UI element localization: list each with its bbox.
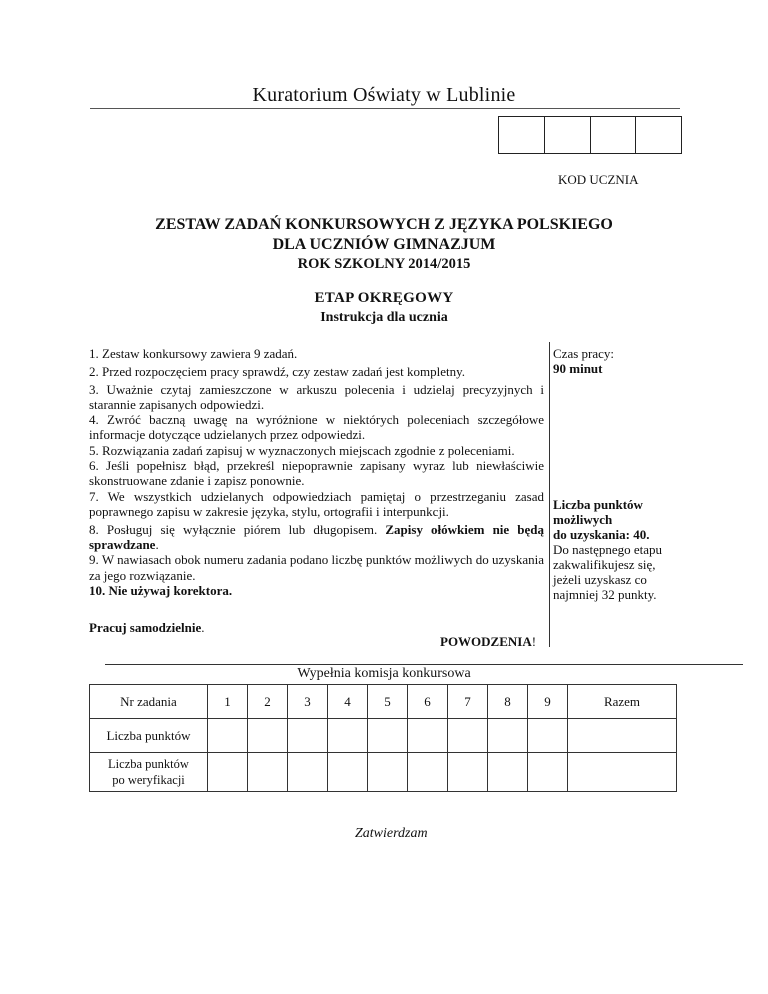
stage-title: ETAP OKRĘGOWY (314, 290, 454, 306)
points-note-4: najmniej 32 punkty. (553, 587, 657, 602)
work-alone-text: Pracuj samodzielnie (89, 620, 202, 635)
good-luck-mark: ! (531, 634, 537, 649)
instruction-item: 2. Przed rozpoczęciem pracy sprawdź, czy zestaw zadań jest kompletny. (89, 363, 465, 379)
approval-label: Zatwierdzam (355, 826, 428, 841)
document-title-line2: DLA UCZNIÓW GIMNAZJUM (272, 236, 496, 253)
verified-score-cell[interactable] (528, 753, 568, 792)
instructions-list (89, 346, 544, 601)
instructions-heading: Instrukcja dla ucznia (320, 310, 448, 325)
good-luck-text: POWODZENIA (440, 634, 532, 649)
student-code-boxes (498, 116, 682, 154)
total-header: Razem (568, 685, 677, 719)
task-number: 3 (288, 685, 328, 719)
verified-score-cell[interactable] (448, 753, 488, 792)
code-box[interactable] (545, 117, 591, 153)
student-code-label: KOD UCZNIA (558, 172, 639, 187)
school-year: ROK SZKOLNY 2014/2015 (297, 256, 471, 272)
institution-title: Kuratorium Oświaty w Lublinie (252, 84, 516, 106)
points-total: do uzyskania: 40. (553, 527, 650, 542)
work-alone-note (89, 620, 205, 636)
header-divider (90, 108, 680, 109)
instruction-item: 4. Zwróć baczną uwagę na wyróżnione w niektórych poleceniach szczegółowe informacje dotyczące udzielanych przez odpowiedzi. (89, 412, 544, 443)
score-table (89, 684, 677, 792)
verified-label-line1: Liczba punktów (108, 757, 189, 771)
time-label: Czas pracy: (553, 346, 615, 361)
time-value: 90 minut (553, 361, 603, 376)
score-cell[interactable] (328, 719, 368, 753)
score-cell[interactable] (288, 719, 328, 753)
commission-divider (105, 664, 743, 665)
score-cell[interactable] (528, 719, 568, 753)
code-box[interactable] (636, 117, 681, 153)
verified-score-cell[interactable] (248, 753, 288, 792)
score-cell[interactable] (408, 719, 448, 753)
instruction-8-end: . (155, 537, 159, 553)
task-number: 2 (248, 685, 288, 719)
work-alone-dot: . (201, 620, 205, 635)
points-row-label: Liczba punktów (90, 719, 208, 753)
score-cell[interactable] (368, 719, 408, 753)
verified-score-cell[interactable] (208, 753, 248, 792)
verified-score-cell[interactable] (328, 753, 368, 792)
instruction-item-10 (89, 583, 544, 598)
points-note-3: jeżeli uzyskasz co (553, 572, 647, 587)
task-number: 4 (328, 685, 368, 719)
verified-score-cell[interactable] (488, 753, 528, 792)
instruction-item: 1. Zestaw konkursowy zawiera 9 zadań. (89, 346, 298, 361)
task-number: 5 (368, 685, 408, 719)
vertical-divider (549, 342, 550, 647)
task-number: 7 (448, 685, 488, 719)
instruction-item: 3. Uważnie czytaj zamieszczone w arkuszu polecenia i udzielaj precyzyjnych i starannie zapisanych odpowiedzi. (89, 381, 544, 412)
points-info (553, 497, 703, 602)
instruction-item-8 (89, 522, 544, 553)
instruction-item: 5. Rozwiązania zadań zapisuj w wyznaczonych miejscach zgodnie z poleceniami. (89, 442, 515, 458)
score-cell[interactable] (248, 719, 288, 753)
total-cell[interactable] (568, 719, 677, 753)
code-box[interactable] (499, 117, 545, 153)
points-label-2: możliwych (553, 512, 613, 527)
task-number: 8 (488, 685, 528, 719)
instruction-item: 6. Jeśli popełnisz błąd, przekreśl niepoprawnie zapisany wyraz lub niewłaściwie skonstruowane zdanie i zapisz ponownie. (89, 458, 544, 489)
good-luck-note (440, 634, 536, 650)
points-note-1: Do następnego etapu (553, 542, 663, 557)
task-number: 9 (528, 685, 568, 719)
table-row (90, 685, 677, 719)
document-title-line1: ZESTAW ZADAŃ KONKURSOWYCH Z JĘZYKA POLSKIEGO (155, 216, 613, 233)
commission-caption: Wypełnia komisja konkursowa (297, 666, 471, 681)
instruction-10-text: 10. Nie używaj korektora. (89, 582, 233, 598)
verified-score-cell[interactable] (368, 753, 408, 792)
table-row (90, 753, 677, 792)
code-box[interactable] (591, 117, 637, 153)
instruction-8-emphasis: Zapisy ołówkiem nie będą sprawdzane (89, 521, 544, 553)
verified-total-cell[interactable] (568, 753, 677, 792)
table-row (90, 719, 677, 753)
task-number: 1 (208, 685, 248, 719)
points-note-2: zakwalifikujesz się, (553, 557, 656, 572)
verified-score-cell[interactable] (288, 753, 328, 792)
task-number-header: Nr zadania (90, 685, 208, 719)
time-info (553, 346, 614, 376)
points-label-1: Liczba punktów (553, 497, 643, 512)
verified-score-cell[interactable] (408, 753, 448, 792)
verified-label-line2: po weryfikacji (112, 773, 185, 787)
score-cell[interactable] (488, 719, 528, 753)
score-cell[interactable] (208, 719, 248, 753)
instruction-item: 9. W nawiasach obok numeru zadania podano liczbę punktów możliwych do uzyskania za jego rozwiązanie. (89, 552, 544, 583)
task-number: 6 (408, 685, 448, 719)
instruction-8-text: 8. Posługuj się wyłącznie piórem lub długopisem. (89, 521, 386, 537)
instruction-item: 7. We wszystkich udzielanych odpowiedziach pamiętaj o przestrzeganiu zasad poprawnego zapisu w zakresie języka, stylu, ortografii i interpunkcji. (89, 488, 544, 519)
score-cell[interactable] (448, 719, 488, 753)
verified-points-row-label (90, 753, 208, 792)
